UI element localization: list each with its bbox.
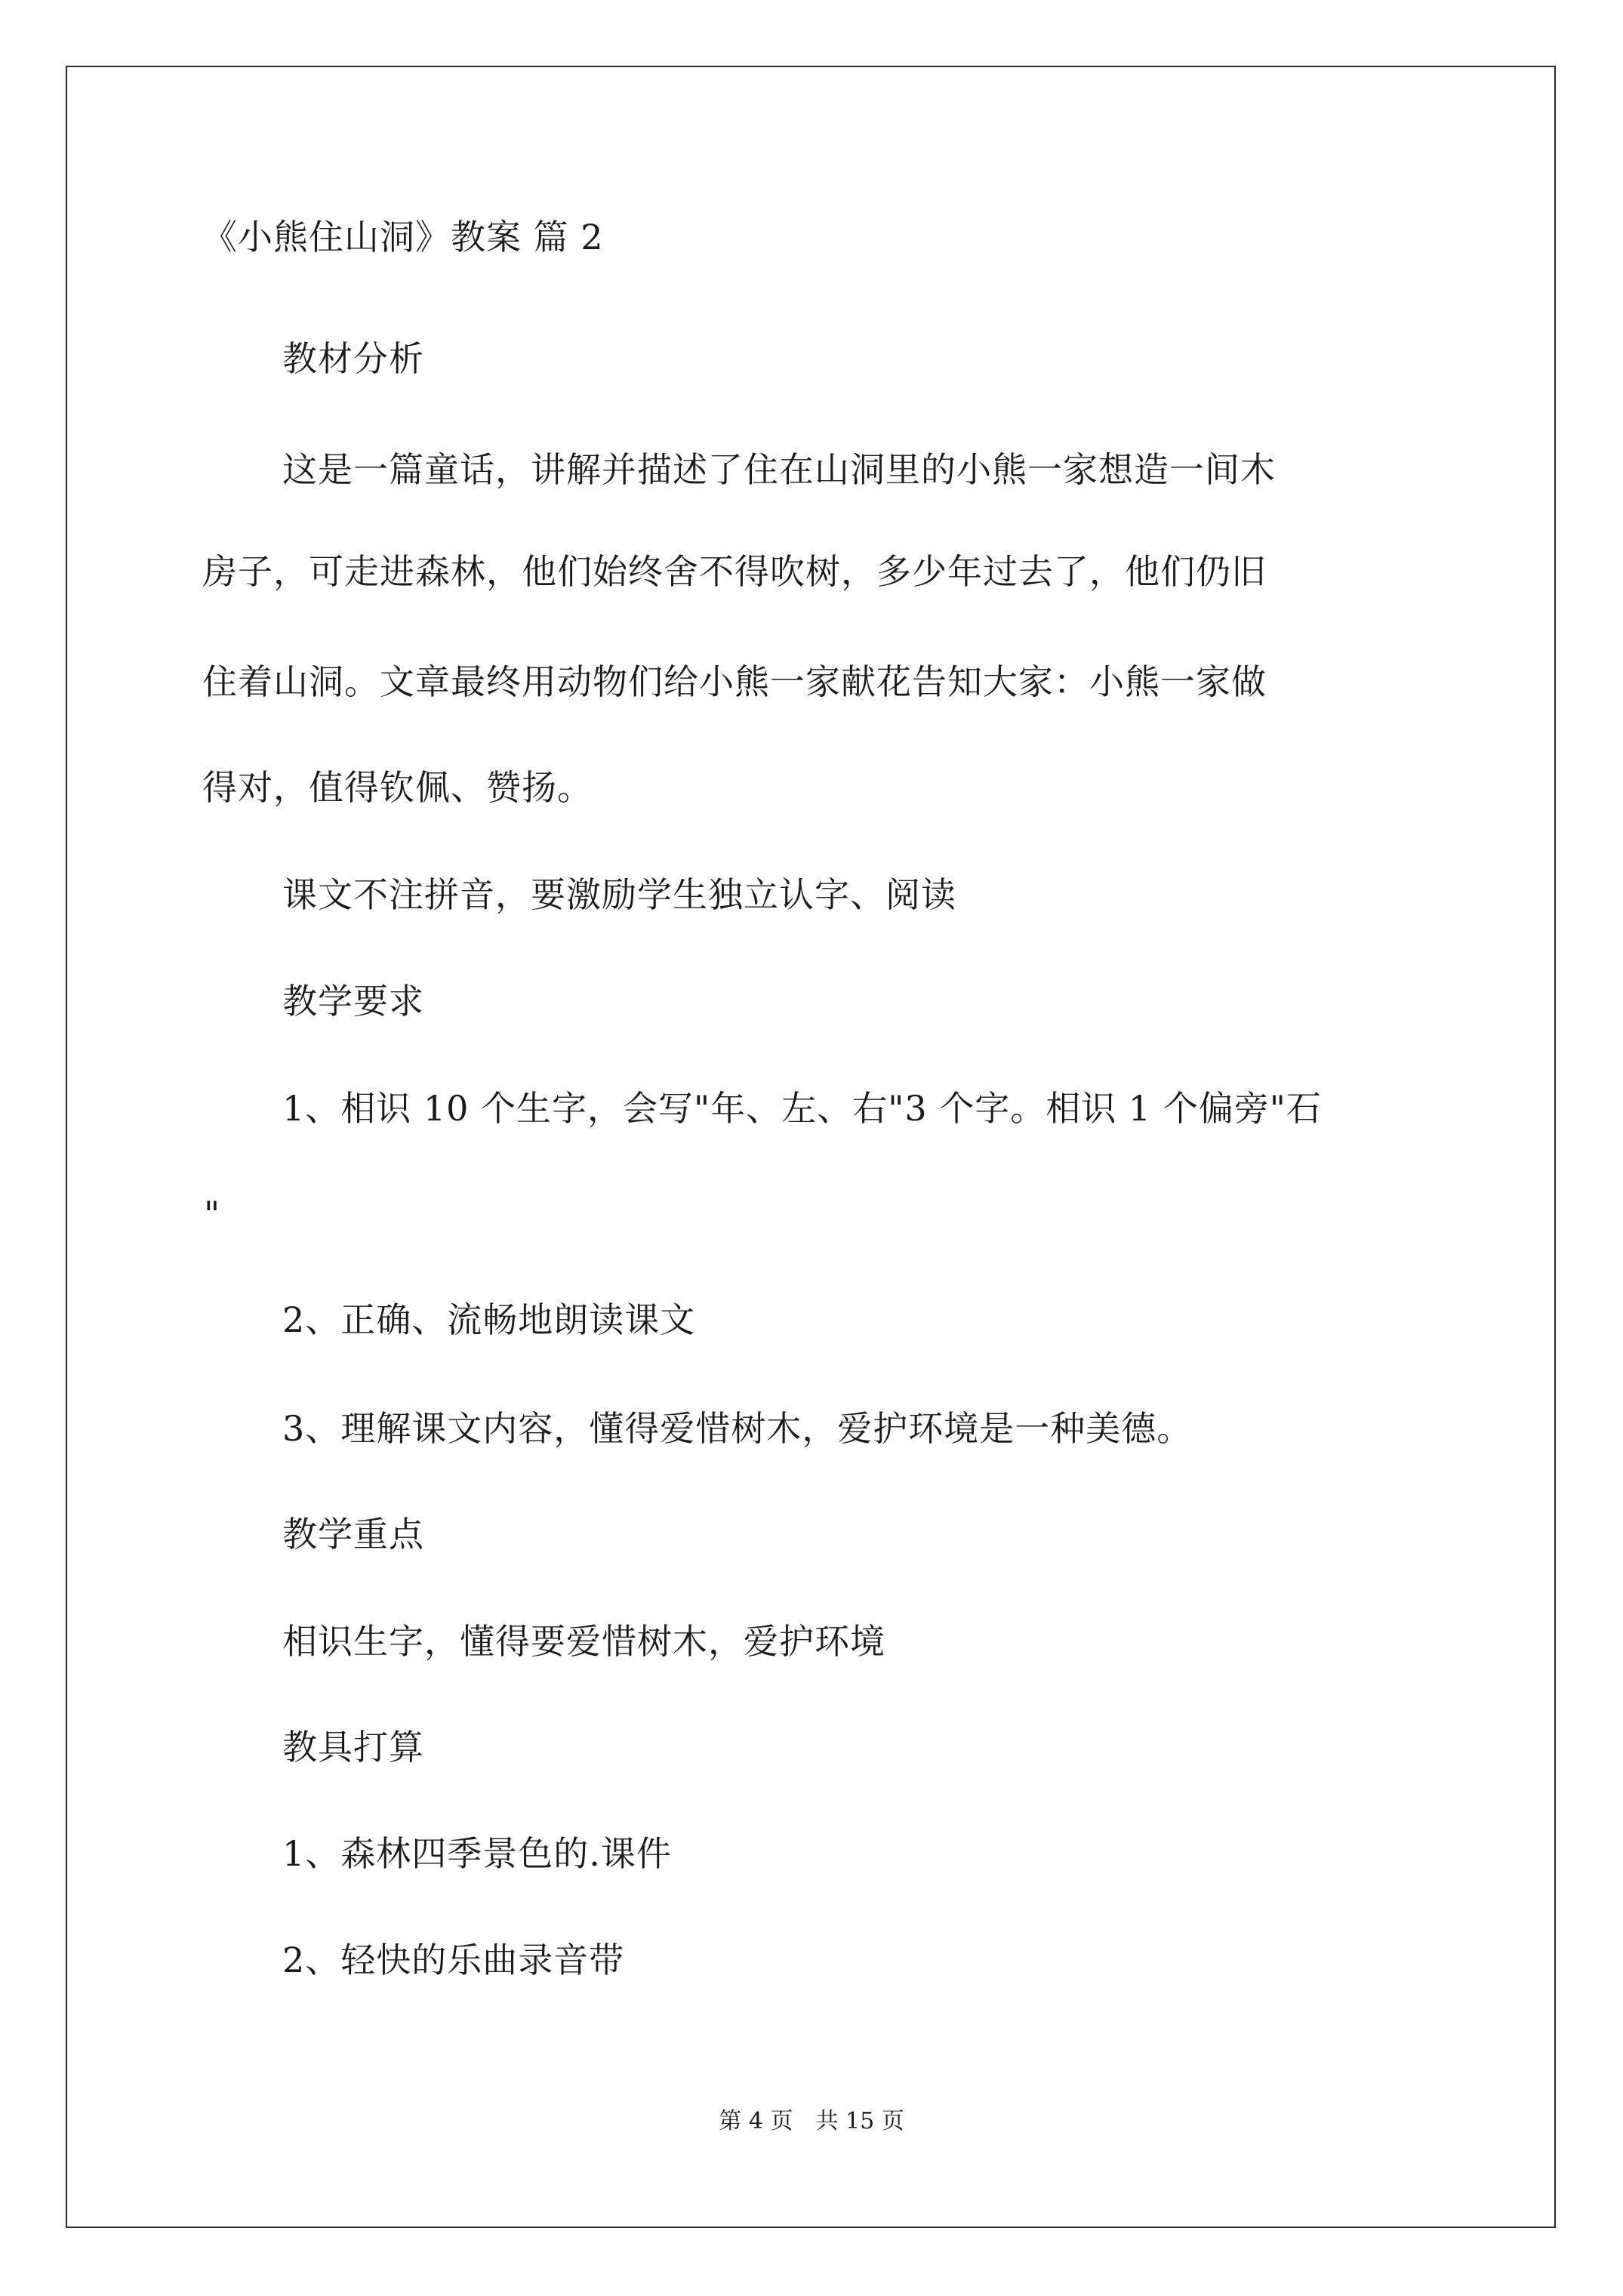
list-item: 3、理解课文内容，懂得爱惜树木，爱护环境是一种美德。	[282, 1408, 1193, 1449]
section-heading-teaching-focus: 教学重点	[282, 1514, 424, 1555]
document-title: 《小熊住山洞》教案 篇 2	[202, 217, 604, 257]
paragraph-line: 房子，可走进森林，他们始终舍不得吹树，多少年过去了，他们仍旧	[202, 551, 1267, 592]
list-item: 1、森林四季景色的.课件	[282, 1833, 672, 1874]
paragraph-line: 得对，值得钦佩、赞扬。	[202, 767, 593, 808]
paragraph-line: 这是一篇童话，讲解并描述了住在山洞里的小熊一家想造一间木	[282, 449, 1276, 490]
page-number-total: 共 15 页	[815, 2108, 904, 2134]
section-heading-textbook-analysis: 教材分析	[282, 338, 424, 379]
paragraph-line: 住着山洞。文章最终用动物们给小熊一家献花告知大家：小熊一家做	[202, 661, 1267, 702]
list-item-continuation: "	[204, 1194, 221, 1234]
paragraph-line: 课文不注拼音，要激励学生独立认字、阅读	[282, 874, 956, 915]
page-footer	[0, 2106, 1623, 2137]
list-item: 1、相识 10 个生字，会写"年、左、右"3 个字。相识 1 个偏旁"石	[282, 1088, 1322, 1129]
list-item: 2、正确、流畅地朗读课文	[282, 1299, 696, 1340]
page-border	[66, 66, 1556, 2228]
paragraph-line: 相识生字，懂得要爱惜树木，爱护环境	[282, 1621, 885, 1662]
page-number-current: 第 4 页	[719, 2108, 793, 2134]
list-item: 2、轻快的乐曲录音带	[282, 1940, 625, 1980]
section-heading-teaching-requirements: 教学要求	[282, 981, 424, 1022]
section-heading-teaching-aids: 教具打算	[282, 1727, 424, 1767]
